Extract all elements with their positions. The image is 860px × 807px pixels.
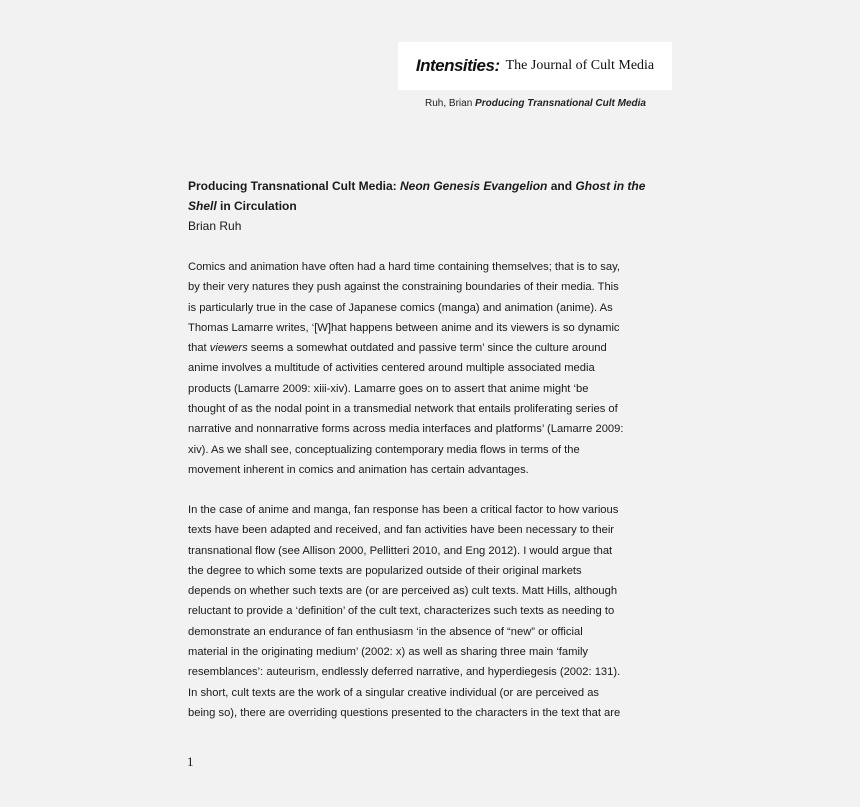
paragraph-line: being so), there are overriding questions presented to the characters in the text that are [188, 706, 621, 719]
paragraph-line: transnational flow (see Allison 2000, Pellitteri 2010, and Eng 2012). I would argue that [188, 544, 613, 557]
title-part1: Producing Transnational Cult Media: [188, 179, 401, 193]
title-line2-rest: in Circulation [216, 199, 297, 213]
paragraph-line: the degree to which some texts are popularized outside of their original markets [188, 564, 582, 577]
running-head [398, 98, 646, 109]
paragraph-line: movement inherent in comics and animation has certain advantages. [188, 463, 529, 476]
article-title [188, 176, 648, 216]
paragraph-line: narrative and nonnarrative forms across media interfaces and platforms’ (Lamarre 2009: [188, 423, 624, 436]
paragraph-line: by their very natures they push against the constraining boundaries of their media. This [188, 281, 619, 294]
article-author: Brian Ruh [188, 219, 242, 233]
paragraph-line: xiv). As we shall see, conceptualizing contemporary media flows in terms of the [188, 443, 580, 456]
line5-after: seems a somewhat outdated and passive term’ since the culture around [247, 342, 607, 355]
paragraph-line: resemblances’: auteurism, endlessly deferred narrative, and hyperdiegesis (2002: 131). [188, 666, 621, 679]
paragraph-line: products (Lamarre 2009: xiii-xiv). Lamarre goes on to assert that anime might ‘be [188, 382, 589, 395]
title-and: and [547, 179, 576, 193]
paragraph-line: is particularly true in the case of Japanese comics (manga) and animation (anime). As [188, 301, 613, 314]
paragraph-line: material in the originating medium’ (2002: x) as well as sharing three main ‘family [188, 646, 589, 659]
journal-logo: Intensities: [415, 56, 500, 75]
paragraph-line: In the case of anime and manga, fan response has been a critical factor to how various [188, 504, 619, 516]
paragraph-line: Thomas Lamarre writes, ‘[W]hat happens between anime and its viewers is so dynamic [188, 321, 620, 334]
paragraph-line: texts have been adapted and received, and fan activities have been necessary to their [188, 524, 615, 537]
paragraph-2 [188, 500, 658, 723]
paragraph-1 [188, 257, 658, 480]
paragraph-line: anime involves a multitude of activities centered around multiple associated media [188, 362, 595, 375]
page-number: 1 [187, 754, 194, 769]
title-line2-italic: Shell [188, 199, 217, 213]
paragraph-line: reluctant to provide a ‘definition’ of the cult text, characterizes such texts as needing to [188, 605, 615, 618]
journal-subtitle: The Journal of Cult Media [505, 58, 655, 73]
journal-banner [398, 42, 672, 90]
title-italic-1: Neon Genesis Evangelion [400, 179, 548, 193]
title-italic-2: Ghost in the [575, 179, 646, 193]
running-head-title: Producing Transnational Cult Media [475, 98, 646, 109]
paragraph-line: depends on whether such texts are (or are perceived as) cult texts. Matt Hills, although [188, 585, 618, 598]
paragraph-line-with-italic [188, 338, 658, 358]
running-head-author: Ruh, Brian [425, 98, 473, 109]
line5-italic: viewers [209, 342, 248, 355]
paragraph-line: Comics and animation have often had a hard time containing themselves; that is to say, [188, 261, 620, 273]
paragraph-line: In short, cult texts are the work of a singular creative individual (or are perceived as [188, 686, 600, 699]
line5-before: that [188, 342, 210, 355]
paragraph-line: demonstrate an endurance of fan enthusiasm ‘in the absence of “new” or official [188, 625, 583, 638]
paragraph-line: thought of as the nodal point in a transmedial network that entails proliferating series of [188, 403, 618, 416]
